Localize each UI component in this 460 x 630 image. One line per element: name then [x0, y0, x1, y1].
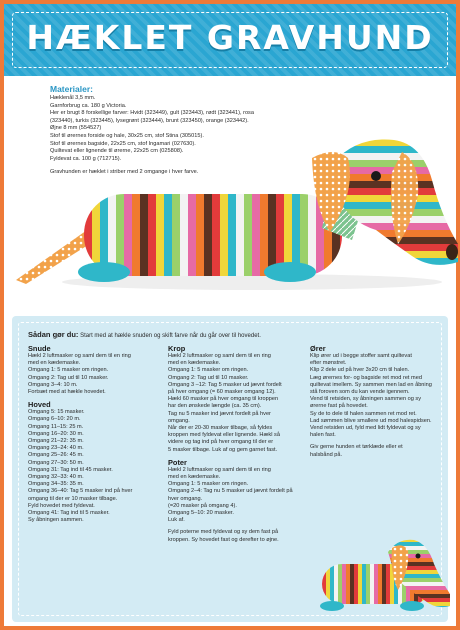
stripe — [354, 564, 358, 604]
instruction-line: kroppen. Sy hovedet fast og derefter to øjne. — [168, 536, 279, 543]
instruction-line: Lad sømmen blive smallere ud mod halespidsen. — [310, 417, 432, 424]
materials-intro: Gravhunden er hæklet i striber med 2 omgange i hver farve. — [50, 169, 199, 176]
stripe — [204, 194, 212, 276]
stripe — [332, 160, 458, 167]
stripe — [172, 194, 180, 276]
instruction-line: Omgang 6–10: 20 m. — [28, 416, 81, 423]
section-heading: Krop — [168, 344, 186, 353]
instruction-line: Omgang 5: 15 masker. — [28, 409, 85, 416]
back-paw — [78, 262, 130, 282]
stripe — [332, 251, 458, 258]
instruction-line: Omgang 21–22: 35 m. — [28, 438, 84, 445]
instruction-line: stå foroven som du kan vende igennem. — [310, 389, 410, 396]
stripe — [244, 194, 252, 276]
instruction-line: Omgang 36–40: Tag 5 masker ind på hver — [28, 488, 133, 495]
instruction-line: omgang til der er 10 masker tilbage. — [28, 495, 118, 502]
small-dachshund-image — [302, 534, 452, 618]
instruction-line: Fyld poterne med fyldevat og sy dem fast på — [168, 529, 279, 536]
stripe — [322, 564, 326, 604]
instruction-line: Giv gerne hunden et tørklæde eller et — [310, 444, 403, 451]
materials-line: Øjne 8 mm (554527) — [50, 125, 102, 132]
section-heading: Hoved — [28, 400, 51, 410]
instruction-line: Fortsæt med at hækle hovedet. — [28, 389, 106, 396]
section-heading: Ører — [310, 344, 326, 353]
instruction-line: Sy åbningen sammen. — [28, 517, 84, 524]
small-back-paw — [320, 601, 344, 611]
instruction-line: Omgang 32–33: 40 m. — [28, 474, 84, 481]
stripe — [140, 194, 148, 276]
instruction-line: omgang. — [168, 417, 190, 424]
stripe — [332, 244, 458, 251]
stripe — [330, 564, 334, 604]
stripe — [268, 194, 276, 276]
stripe — [346, 564, 350, 604]
instructions-lead-text: Start med at hækle snuden og skift farve når du går over til hovedet. — [80, 333, 261, 339]
instruction-line: Hækl 60 masker på hver omgang til kroppen — [168, 396, 279, 403]
instruction-line: Læg ørernes for- og bagside ret mod ret med — [310, 374, 422, 381]
instruction-line: med en kædemaske. — [28, 360, 81, 367]
instructions-lead — [28, 330, 261, 339]
instruction-line: Klip ører ud i begge stoffer samt quiltevat — [310, 353, 412, 359]
stripe — [252, 194, 260, 276]
nose — [446, 244, 458, 260]
instruction-line: Vend til retsiden, sy åbningen sammen og sy — [310, 396, 422, 403]
instruction-line: halsbånd på. — [310, 451, 343, 458]
instruction-line: Tag nu 5 masker ind jævnt fordelt på hver — [168, 410, 271, 417]
section-heading: Poter — [168, 457, 187, 467]
stripe — [338, 564, 342, 604]
instruction-line: Omgang 1: 5 masker om ringen. — [168, 367, 249, 374]
instruction-line: Luk af. — [168, 517, 185, 524]
instruction-line: quiltevat imellem. Sy sammen men lad en åbning — [310, 381, 432, 388]
instruction-line: Klip 2 dele ud på hver 3x20 cm til halen. — [310, 367, 410, 374]
instruction-line: Omgang 2: Tag ud til 10 masker. — [168, 374, 249, 381]
materials-heading: Materialer: — [50, 84, 93, 94]
stripe — [196, 194, 204, 276]
stripe — [180, 194, 188, 276]
page-title: HÆKLET GRAVHUND — [26, 18, 434, 57]
stripe — [332, 139, 458, 146]
stripe — [342, 564, 346, 604]
materials-line: Stof til ørernes forside og hale, 30x25 cm, stof Stina (305015). — [50, 132, 204, 139]
instruction-line: Omgang 11–15: 25 m. — [28, 423, 84, 430]
instruction-line: på hver omgang (= 60 masker omgang 12). — [168, 389, 276, 396]
stripe — [148, 194, 156, 276]
instruction-line: Fyld hovedet med fyldevat. — [28, 502, 95, 509]
instruction-line: Hækl 2 luftmasker og saml dem til en ring — [168, 353, 271, 359]
instruction-line: har den ønskede længde (ca. 35 cm). — [168, 403, 262, 410]
stripe — [156, 194, 164, 276]
instruction-line: Omgang 2–4: Tag nu 5 masker ud jævnt fordelt på — [168, 488, 293, 495]
instruction-line: ørerne fast på hovedet. — [310, 403, 368, 410]
instruction-line: Omgang 31: Tag ind til 45 masker. — [28, 466, 113, 473]
instruction-line: Hækl 2 luftmasker og saml dem til en ring — [28, 353, 131, 359]
instruction-line: Omgang 16–20: 30 m. — [28, 430, 84, 437]
materials-line: Her er brugt 8 forskellige farver: Hvidt (323449), gult (323443), rødt (323441), rosa — [50, 110, 254, 117]
instruction-line: Når der er 20-30 masker tilbage, så fyldes — [168, 425, 273, 432]
instruction-line: efter mønstret. — [310, 360, 347, 367]
materials-line: Garnforbrug ca. 180 g Victoria. — [50, 102, 127, 109]
instruction-line: 5 masker tilbage. Luk af og gem garnet fast. — [168, 446, 278, 453]
instruction-line: (=20 masker på omgang 4). — [168, 502, 237, 509]
materials-line: Fyldevat ca. 100 g (712715). — [50, 155, 122, 162]
stripe — [332, 265, 458, 272]
instruction-line: kroppen med fyldevat eller lignende. Hækl så — [168, 432, 280, 439]
instruction-line: Vend retsiden ud, fyld med lidt fyldevat og sy — [310, 425, 421, 432]
instructions-panel — [12, 316, 448, 622]
stripe — [188, 194, 196, 276]
dachshund-image — [12, 132, 458, 304]
instructions-column-2 — [168, 344, 302, 544]
instruction-line: Omgang 23–24: 40 m. — [28, 445, 84, 452]
stripe — [386, 564, 390, 604]
instruction-line: Omgang 1: 5 masker om ringen. — [168, 481, 249, 488]
stripe — [350, 564, 354, 604]
eye — [371, 171, 381, 181]
stripe — [332, 153, 458, 160]
stripe — [220, 194, 228, 276]
stripe — [260, 194, 268, 276]
materials-line: Hæklenål 3,5 mm. — [50, 95, 96, 101]
stripe — [132, 194, 140, 276]
stripe — [386, 534, 452, 538]
stripe — [332, 146, 458, 153]
stripe — [370, 564, 374, 604]
instructions-lead-title: Sådan gør du: — [28, 330, 79, 339]
stripe — [362, 564, 366, 604]
instruction-line: med en kædemaske. — [168, 360, 221, 367]
instruction-line: Omgang 2: Tag ud til 10 masker. — [28, 374, 109, 381]
instruction-line: med en kædemaske. — [168, 474, 221, 481]
stripe — [124, 194, 132, 276]
instruction-line: hver omgang. — [168, 495, 203, 502]
stripe — [386, 610, 452, 614]
instruction-line: Omgang 5–10: 20 masker. — [168, 510, 234, 517]
instruction-line: Omgang 3–4: 10 m. — [28, 381, 78, 388]
instruction-line: Omgang 25–26: 45 m. — [28, 452, 84, 459]
materials-line: Stof til ørernes bagside, 22x25 cm, stof Ingamari (027630). — [50, 140, 196, 147]
instruction-line: Omgang 27–30: 50 m. — [28, 459, 84, 466]
instruction-line: videre og tag ind på hver omgang til der er — [168, 439, 274, 446]
stripe — [236, 194, 244, 276]
instruction-line: Omgang 1: 5 masker om ringen. — [28, 367, 109, 374]
stripe — [378, 564, 382, 604]
section-heading: Snude — [28, 344, 51, 353]
instruction-line: Sy de to dele til halen sammen ret mod ret. — [310, 410, 417, 417]
dachshund-illustration — [12, 132, 458, 304]
stripe — [334, 564, 338, 604]
small-eye — [416, 554, 421, 559]
stripe — [358, 564, 362, 604]
front-paw — [264, 262, 316, 282]
instruction-line: Omgang 34–35: 35 m. — [28, 481, 84, 488]
instruction-line: Hækl 2 luftmasker og saml dem til en ring — [168, 466, 271, 473]
stripe — [308, 194, 316, 276]
stripe — [374, 564, 378, 604]
stripe — [326, 564, 330, 604]
instruction-line: Omgang 3 –12: Tag 5 masker ud jævnt fordelt — [168, 381, 282, 388]
stripe — [382, 564, 386, 604]
instructions-column-3 — [310, 344, 438, 459]
stripe — [212, 194, 220, 276]
small-front-paw — [400, 601, 424, 611]
instruction-line: halen fast. — [310, 432, 336, 439]
stripe — [332, 258, 458, 265]
materials-line: Quiltevat eller lignende til ørerne, 22x25 cm (025808). — [50, 148, 184, 155]
body-stripes — [84, 194, 348, 276]
instructions-column-1 — [28, 344, 150, 524]
stripe — [164, 194, 172, 276]
stripe — [366, 564, 370, 604]
materials-line: (323440), turkis (323445), lysegrønt (323444), brunt (323450), orange (323442). — [50, 117, 249, 124]
stripe — [386, 538, 452, 542]
stripe — [332, 132, 458, 139]
stripe — [228, 194, 236, 276]
title-banner — [4, 4, 456, 76]
instruction-line: Omgang 41: Tag ind til 5 masker. — [28, 510, 110, 517]
stripe — [386, 542, 452, 546]
